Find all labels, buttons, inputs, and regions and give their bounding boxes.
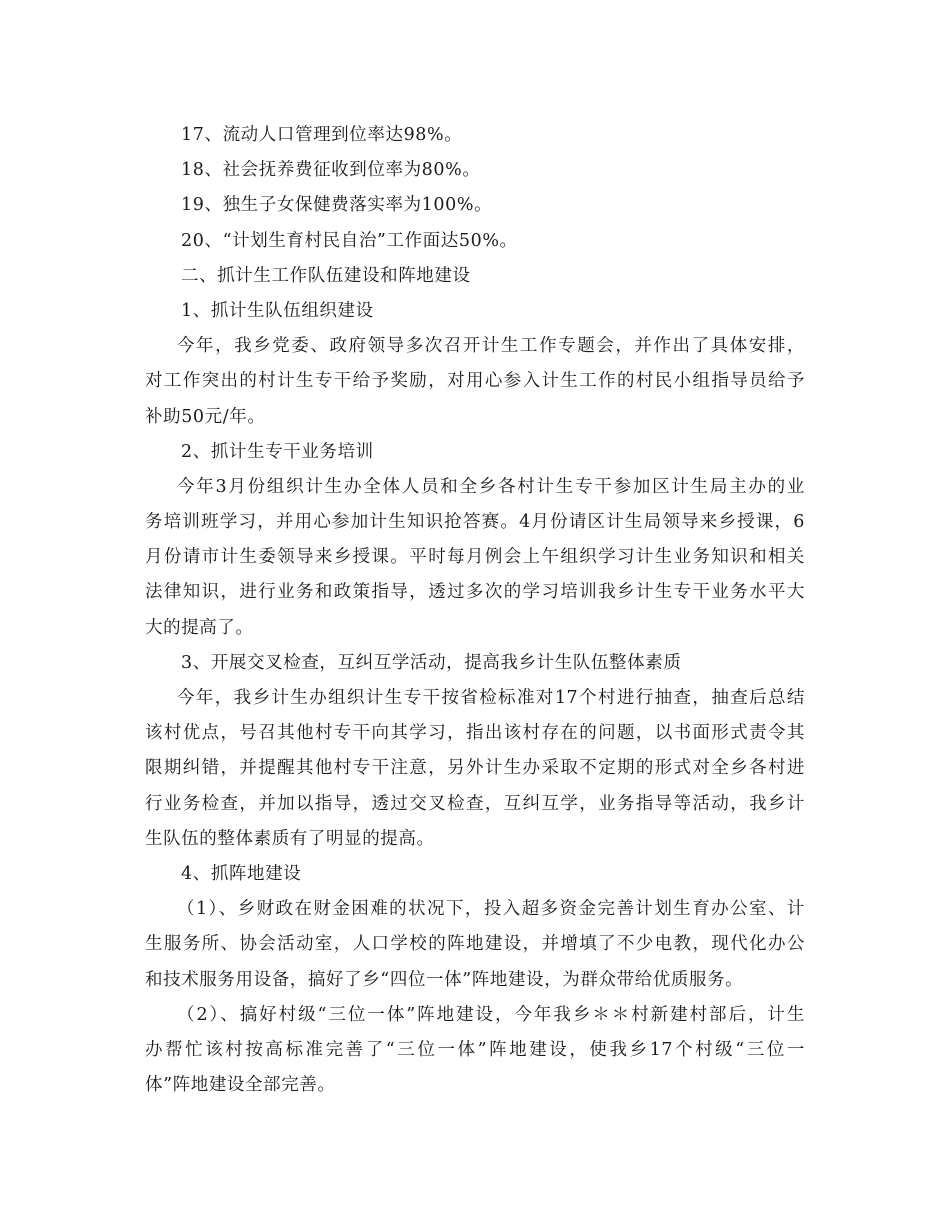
paragraph-2-line: 今年3月份组织计生办全体人员和全乡各村计生专干参加区计生局主办的业 — [177, 476, 805, 497]
subsection-heading-1: 1、抓计生队伍组织建设 — [181, 300, 374, 321]
paragraph-4-line: 和技术服务用设备，搞好了乡“四位一体”阵地建设，为群众带给优质服务。 — [145, 969, 744, 990]
section-heading: 二、抓计生工作队伍建设和阵地建设 — [181, 265, 471, 286]
paragraph-3-line: 今年，我乡计生办组织计生专干按省检标准对17个村进行抽查，抽查后总结 — [177, 688, 805, 708]
paragraph-4-line: （1）、乡财政在财金困难的状况下，投入超多资金完善计划生育办公室、计 — [177, 899, 805, 920]
paragraph-5-line: 办帮忙该村按高标准完善了“三位一体”阵地建设，使我乡17个村级“三位一 — [145, 1039, 805, 1060]
subsection-heading-3: 3、开展交叉检查，互纠互学活动，提高我乡计生队伍整体素质 — [181, 652, 682, 673]
paragraph-2-line: 月份请市计生委领导来乡授课。平时每月例会上午组织学习计生业务知识和相关 — [145, 547, 805, 568]
list-item-19: 19、独生子女保健费落实率为100%。 — [181, 195, 493, 216]
paragraph-5-line: 体”阵地建设全部完善。 — [145, 1075, 336, 1096]
list-item-17: 17、流动人口管理到位率达98%。 — [181, 125, 463, 145]
paragraph-3-line: 限期纠错，并提醒其他村专干注意，另外计生办采取不定期的形式对全乡各村进 — [145, 758, 805, 779]
paragraph-4-line: 生服务所、协会活动室，人口学校的阵地建设，并增填了不少电教，现代化办公 — [145, 934, 805, 955]
paragraph-1-line: 补助50元/年。 — [145, 406, 266, 427]
subsection-heading-2: 2、抓计生专干业务培训 — [181, 441, 374, 462]
document-body — [145, 118, 805, 1103]
paragraph-3-line: 行业务检查，并加以指导，透过交叉检查，互纠互学，业务指导等活动，我乡计 — [145, 793, 805, 814]
paragraph-2-line: 大的提高了。 — [145, 617, 254, 638]
list-item-20: 20、“计划生育村民自治”工作面达50%。 — [181, 230, 518, 251]
subsection-heading-4: 4、抓阵地建设 — [181, 863, 302, 884]
paragraph-3-line: 该村优点，号召其他村专干向其学习，指出该村存在的问题，以书面形式责令其 — [145, 723, 805, 744]
paragraph-3-line: 生队伍的整体素质有了明显的提高。 — [145, 828, 435, 849]
paragraph-5-line: （2）、搞好村级“三位一体”阵地建设，今年我乡＊＊村新建村部后，计生 — [177, 1004, 805, 1025]
paragraph-1-line: 对工作突出的村计生专干给予奖励，对用心参入计生工作的村民小组指导员给予 — [145, 371, 805, 392]
list-item-18: 18、社会抚养费征收到位率为80%。 — [181, 160, 481, 181]
paragraph-2-line: 法律知识，进行业务和政策指导，透过多次的学习培训我乡计生专干业务水平大 — [145, 582, 805, 603]
paragraph-1-line: 今年，我乡党委、政府领导多次召开计生工作专题会，并作出了具体安排， — [177, 336, 805, 357]
paragraph-2-line: 务培训班学习，并用心参加计生知识抢答赛。4月份请区计生局领导来乡授课，6 — [145, 512, 805, 533]
